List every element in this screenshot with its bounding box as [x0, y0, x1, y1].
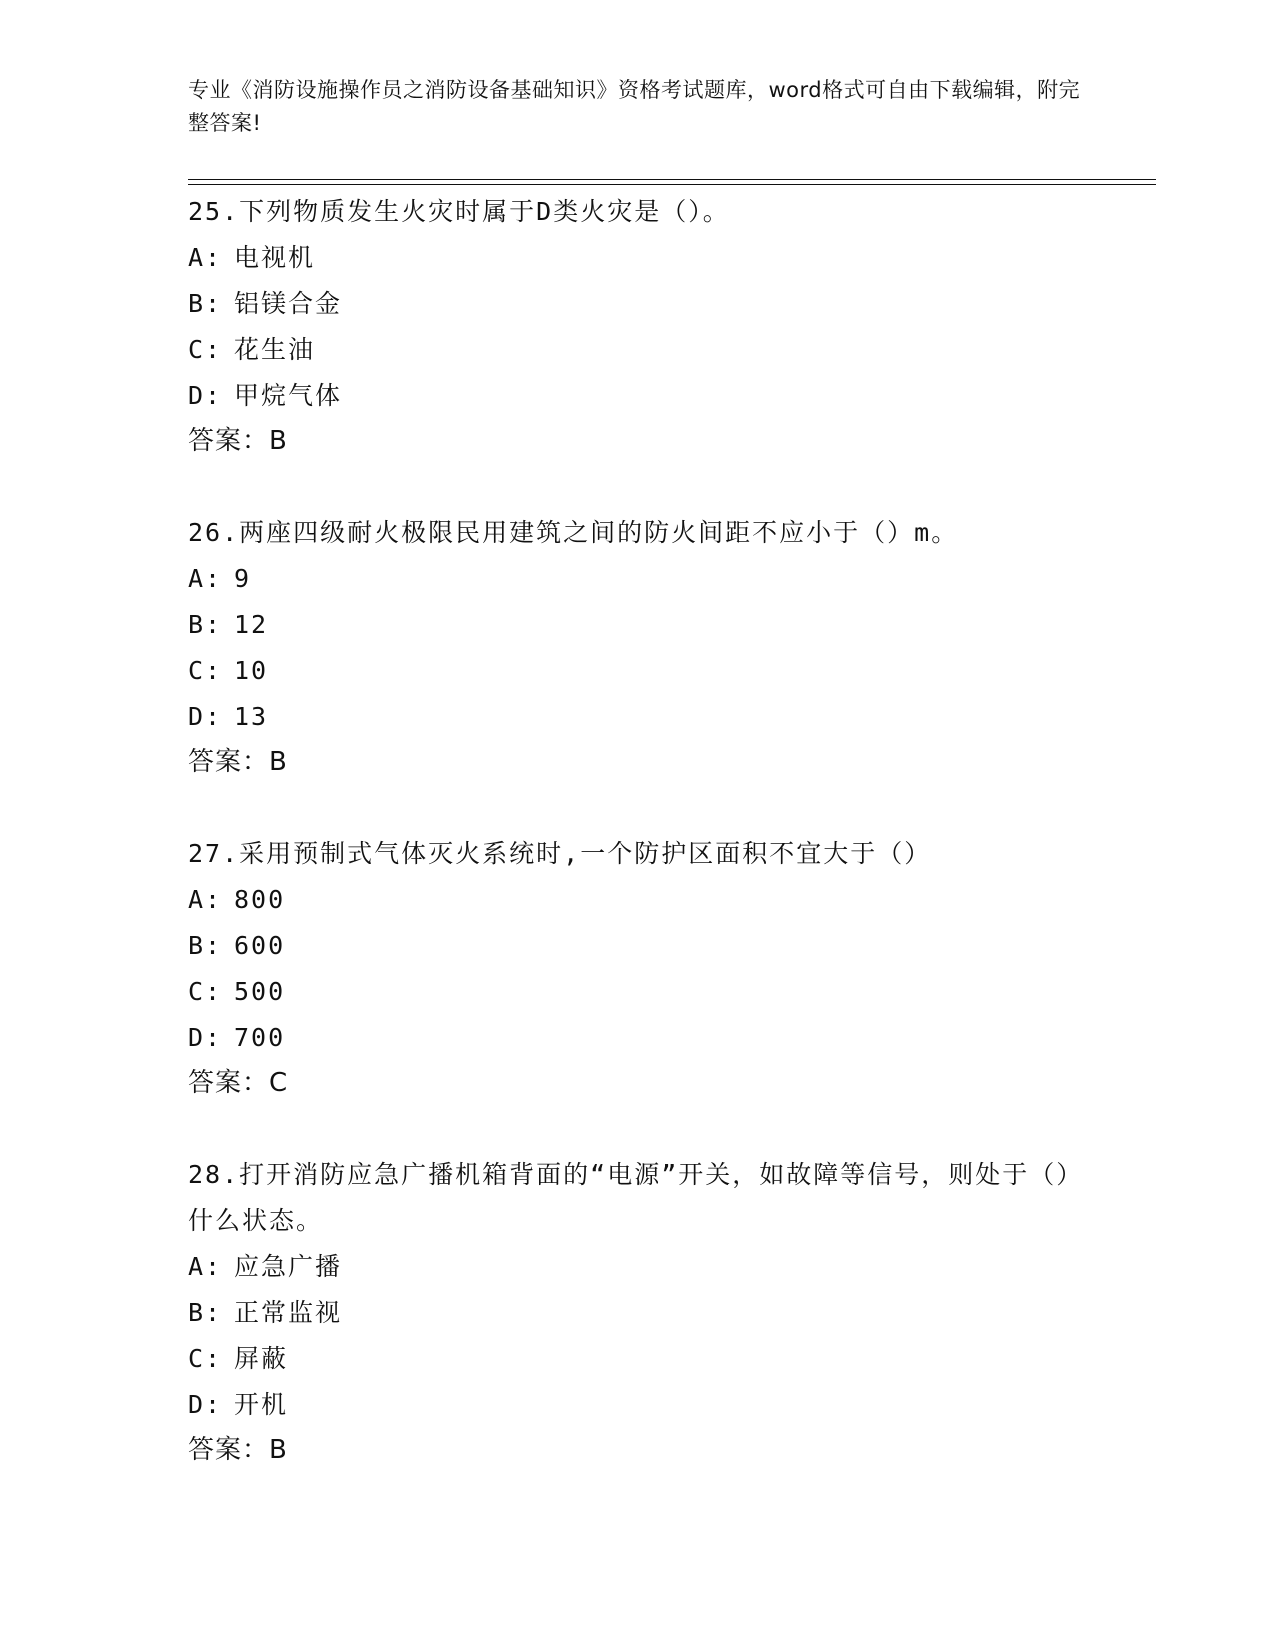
option-text: 13: [234, 702, 269, 731]
option-text: 电视机: [234, 243, 316, 272]
option-list: [188, 235, 1088, 419]
option-d: [188, 1015, 1088, 1061]
option-key: A:: [188, 243, 223, 272]
option-text: 开机: [234, 1390, 289, 1419]
option-text: 应急广播: [234, 1252, 343, 1281]
option-a: [188, 1244, 1088, 1290]
header-divider-bottom: [188, 184, 1156, 185]
option-c: [188, 648, 1088, 694]
option-key: D:: [188, 1390, 223, 1419]
option-key: C:: [188, 335, 223, 364]
option-key: B:: [188, 610, 223, 639]
question-text: 26.两座四级耐火极限民用建筑之间的防火间距不应小于（）m。: [188, 518, 959, 547]
option-list: [188, 1244, 1088, 1428]
question-28: [188, 1152, 1088, 1472]
option-a: [188, 235, 1088, 281]
option-key: A:: [188, 885, 223, 914]
document-header-intro: 专业《消防设施操作员之消防设备基础知识》资格考试题库，word格式可自由下载编辑，附完整答案!: [188, 78, 1081, 135]
option-b: [188, 602, 1088, 648]
option-key: A:: [188, 564, 223, 593]
question-text: 25.下列物质发生火灾时属于D类火灾是（）。: [188, 197, 730, 226]
answer-label: 答案：B: [188, 1435, 288, 1465]
option-c: [188, 1336, 1088, 1382]
option-text: 12: [234, 610, 269, 639]
option-c: [188, 969, 1088, 1015]
option-key: D:: [188, 702, 223, 731]
option-text: 甲烷气体: [234, 381, 343, 410]
option-key: C:: [188, 977, 223, 1006]
header-divider-top: [188, 179, 1156, 180]
option-a: [188, 556, 1088, 602]
option-text: 铝镁合金: [234, 289, 343, 318]
option-b: [188, 923, 1088, 969]
option-text: 10: [234, 656, 269, 685]
option-text: 500: [234, 977, 286, 1006]
option-a: [188, 877, 1088, 923]
question-text: 27.采用预制式气体灭火系统时,一个防护区面积不宜大于（）: [188, 839, 932, 868]
question-26: [188, 510, 1088, 784]
answer-label: 答案：B: [188, 426, 288, 456]
option-d: [188, 373, 1088, 419]
option-text: 屏蔽: [234, 1344, 289, 1373]
option-key: D:: [188, 381, 223, 410]
question-text: 28.打开消防应急广播机箱背面的“电源”开关，如故障等信号，则处于（）什么状态。: [188, 1160, 1084, 1235]
question-25: [188, 189, 1088, 463]
option-list: [188, 556, 1088, 740]
option-text: 600: [234, 931, 286, 960]
option-key: B:: [188, 289, 223, 318]
answer-label: 答案：B: [188, 747, 288, 777]
answer-label: 答案：C: [188, 1068, 289, 1098]
option-key: A:: [188, 1252, 223, 1281]
option-d: [188, 694, 1088, 740]
option-b: [188, 281, 1088, 327]
option-d: [188, 1382, 1088, 1428]
option-text: 800: [234, 885, 286, 914]
option-key: C:: [188, 1344, 223, 1373]
option-list: [188, 877, 1088, 1061]
option-text: 花生油: [234, 335, 316, 364]
option-text: 9: [234, 564, 252, 593]
option-key: B:: [188, 931, 223, 960]
option-key: D:: [188, 1023, 223, 1052]
option-text: 正常监视: [234, 1298, 343, 1327]
option-b: [188, 1290, 1088, 1336]
option-key: C:: [188, 656, 223, 685]
option-text: 700: [234, 1023, 286, 1052]
option-key: B:: [188, 1298, 223, 1327]
option-c: [188, 327, 1088, 373]
question-27: [188, 831, 1088, 1105]
